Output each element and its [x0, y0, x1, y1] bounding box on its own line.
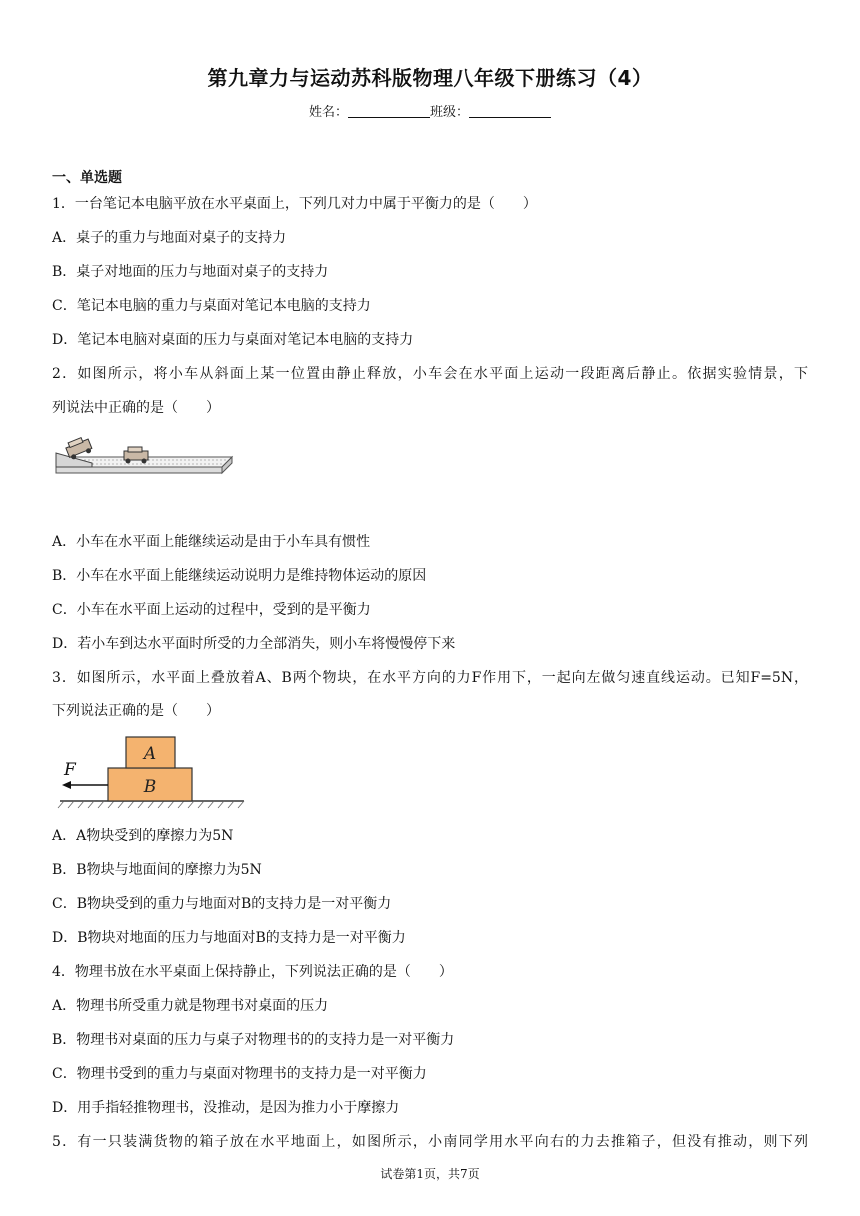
- block-a-label: A: [143, 744, 157, 764]
- question-4-option-a: A．物理书所受重力就是物理书对桌面的压力: [52, 998, 329, 1014]
- question-2-option-b: B．小车在水平面上能继续运动说明力是维持物体运动的原因: [52, 568, 427, 584]
- question-4-stem: 4．物理书放在水平桌面上保持静止，下列说法正确的是（ ）: [52, 964, 453, 980]
- question-2-option-d: D．若小车到达水平面时所受的力全部消失，则小车将慢慢停下来: [52, 636, 456, 652]
- ground-hatch: [58, 801, 244, 808]
- question-5-stem-line-1: 5．有一只装满货物的箱子放在水平地面上，如图所示，小南同学用水平向右的力去推箱子，但没有推动，则下列: [52, 1134, 808, 1150]
- stacked-blocks-figure: [56, 734, 246, 812]
- question-1-option-b: B．桌子对地面的压力与地面对桌子的支持力: [52, 264, 329, 280]
- question-3-option-a: A．A物块受到的摩擦力为5N: [52, 828, 234, 844]
- question-4-option-d: D．用手指轻推物理书，没推动，是因为推力小于摩擦力: [52, 1100, 400, 1116]
- question-1-stem: 1．一台笔记本电脑平放在水平桌面上，下列几对力中属于平衡力的是（ ）: [52, 196, 537, 212]
- class-blank[interactable]: [469, 105, 551, 118]
- question-3-stem-line-2: 下列说法正确的是（ ）: [52, 703, 220, 719]
- section-heading: 一、单选题: [52, 170, 122, 186]
- question-1-option-d: D．笔记本电脑对桌面的压力与桌面对笔记本电脑的支持力: [52, 332, 414, 348]
- board-edge: [56, 467, 222, 473]
- block-b-label: B: [143, 777, 157, 797]
- name-label: 姓名：: [308, 105, 348, 120]
- question-2-option-c: C．小车在水平面上运动的过程中，受到的是平衡力: [52, 602, 371, 618]
- force-arrow-head: [62, 781, 71, 789]
- question-2-option-a: A．小车在水平面上能继续运动是由于小车具有惯性: [52, 534, 371, 550]
- question-3-option-d: D．B物块对地面的压力与地面对B的支持力是一对平衡力: [52, 930, 406, 946]
- question-3-stem-line-1: 3．如图所示，水平面上叠放着A、B两个物块，在水平方向的力F作用下，一起向左做匀速直线运动。已知F=5N，: [52, 670, 808, 686]
- question-4-option-c: C．物理书受到的重力与桌面对物理书的支持力是一对平衡力: [52, 1066, 427, 1082]
- question-2-stem-line-1: 2．如图所示，将小车从斜面上某一位置由静止释放，小车会在水平面上运动一段距离后静止。依据实验情景，下: [52, 366, 808, 382]
- page-title: 第九章力与运动苏科版物理八年级下册练习（4）: [207, 66, 653, 90]
- student-info: [0, 101, 860, 120]
- page-footer: 试卷第1页，共7页: [380, 1167, 480, 1181]
- class-label: 班级：: [430, 105, 470, 120]
- question-1-option-c: C．笔记本电脑的重力与桌面对笔记本电脑的支持力: [52, 298, 371, 314]
- question-1-option-a: A．桌子的重力与地面对桌子的支持力: [52, 230, 287, 246]
- name-blank[interactable]: [348, 105, 430, 118]
- question-3-option-c: C．B物块受到的重力与地面对B的支持力是一对平衡力: [52, 896, 392, 912]
- question-3-option-b: B．B物块与地面间的摩擦力为5N: [52, 862, 262, 878]
- force-label: F: [64, 760, 76, 780]
- incline-cart-figure: [52, 435, 238, 483]
- question-2-stem-line-2: 列说法中正确的是（ ）: [52, 400, 220, 416]
- question-4-option-b: B．物理书对桌面的压力与桌子对物理书的的支持力是一对平衡力: [52, 1032, 455, 1048]
